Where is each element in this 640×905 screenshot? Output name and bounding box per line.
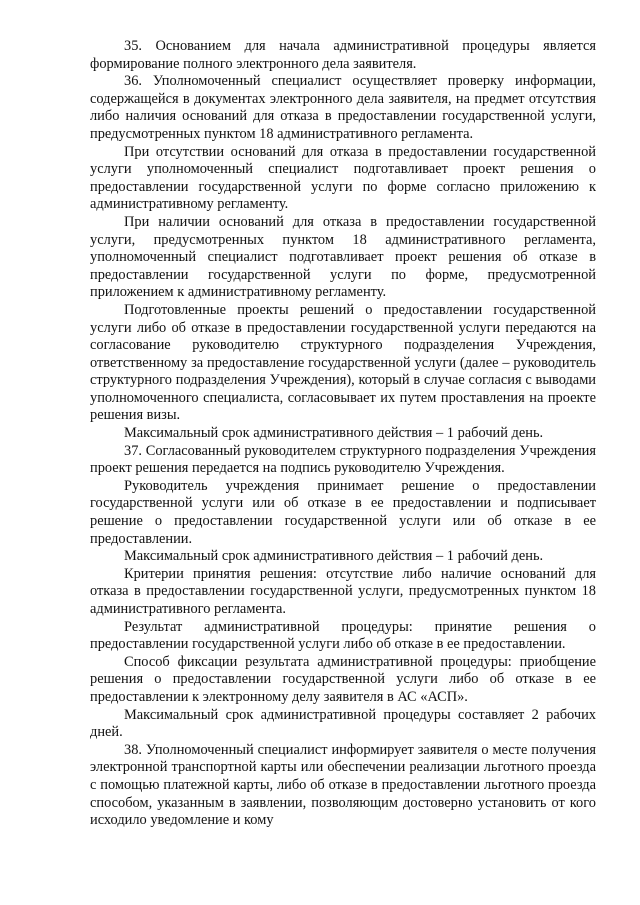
- paragraph-approval: Подготовленные проекты решений о предоставлении государственной услуги либо об отказе в предоставлении государственной услуги передаются на согласование руководителю структурного подразделения Учреждения, ответственному за предоставление государственной услуги (далее – руководитель структурного подразделения Учреждения), который в случае согласия с выводами уполномоченного специалиста, согласовывает их путем проставления на проекте решения визы.: [90, 301, 596, 424]
- paragraph-37: 37. Согласованный руководителем структурного подразделения Учреждения проект решения передается на подпись руководителю Учреждения.: [90, 442, 596, 477]
- paragraph-max-term-1: Максимальный срок административного действия – 1 рабочий день.: [124, 425, 544, 442]
- paragraph-max-term-2: Максимальный срок административного действия – 1 рабочий день.: [124, 548, 544, 565]
- paragraph-36: 36. Уполномоченный специалист осуществляет проверку информации, содержащейся в документах электронного дела заявителя, на предмет отсутствия либо наличия оснований для отказа в предоставлении государственной услуги, предусмотренных пунктом 18 административного регламента.: [90, 73, 596, 142]
- paragraph-no-grounds: При отсутствии оснований для отказа в предоставлении государственной услуги уполномоченный специалист подготавливает проект решения о предоставлении государственной услуги по форме согласно приложению к административному регламенту.: [90, 143, 596, 213]
- paragraph-head-decision: Руководитель учреждения принимает решение о предоставлении государственной услуги или об отказе в ее предоставлении и подписывает решение о предоставлении государственной услуги или об отказе в ее предоставлении.: [90, 477, 596, 547]
- paragraph-criteria: Критерии принятия решения: отсутствие либо наличие оснований для отказа в предоставлении государственной услуги, предусмотренных пунктом 18 административного регламента.: [90, 565, 596, 617]
- document-page: [90, 38, 596, 830]
- paragraph-grounds-for-refusal: При наличии оснований для отказа в предоставлении государственной услуги, предусмотренных пунктом 18 административного регламента, уполномоченный специалист подготавливает проект решения об отказе в предоставлении государственной услуги по форме, предусмотренной приложением к административному регламенту.: [90, 213, 596, 301]
- paragraph-35: 35. Основанием для начала административной процедуры является формирование полного электронного дела заявителя.: [90, 38, 596, 72]
- paragraph-38: 38. Уполномоченный специалист информирует заявителя о месте получения электронной транспортной карты или обеспечении реализации льготного проезда с помощью платежной карты, либо об отказе в предоставлении льготного проезда способом, указанным в заявлении, позволяющим достоверно установить от кого исходило уведомление и кому: [90, 741, 596, 829]
- paragraph-max-term-procedure: Максимальный срок административной процедуры составляет 2 рабочих дней.: [90, 706, 596, 741]
- paragraph-result: Результат административной процедуры: принятие решения о предоставлении государственной услуги либо об отказе в ее предоставлении.: [90, 618, 596, 653]
- paragraph-fixation: Способ фиксации результата административной процедуры: приобщение решения о предоставлении государственной услуги либо об отказе в ее предоставлении к электронному делу заявителя в АС «АСП».: [90, 653, 596, 705]
